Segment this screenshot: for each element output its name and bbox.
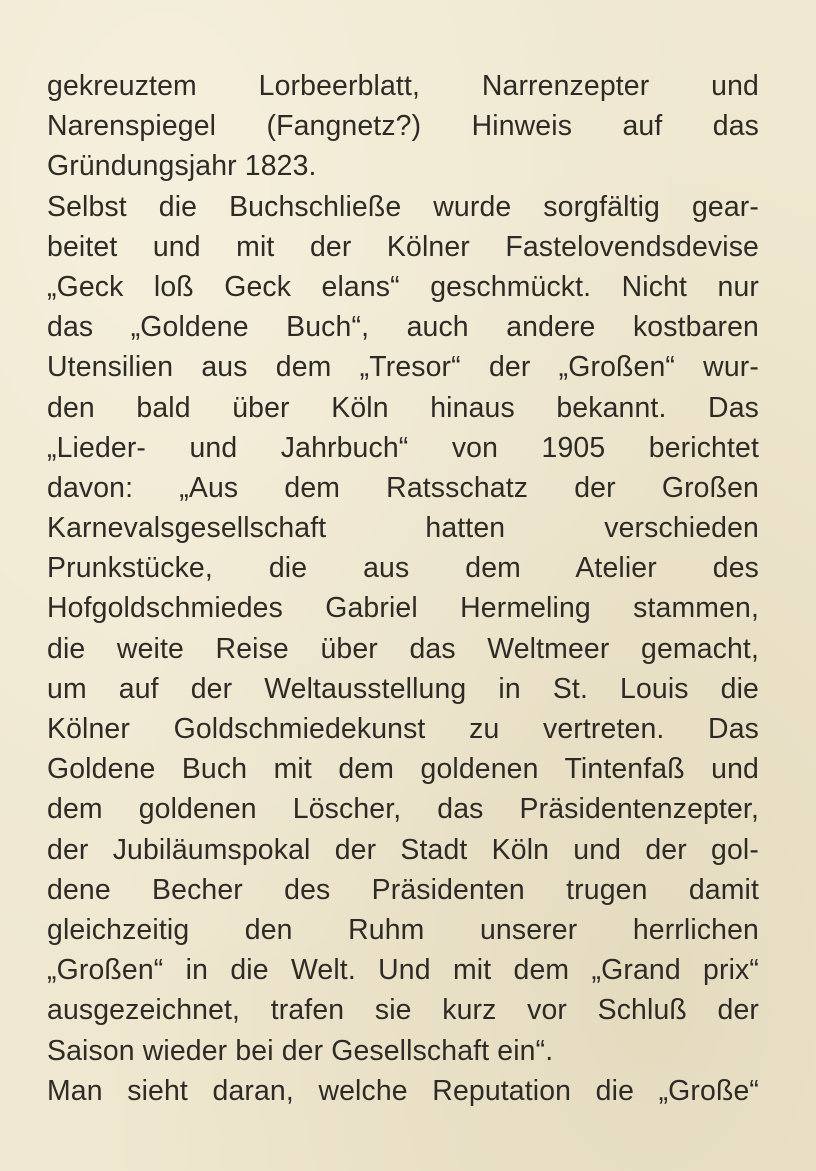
text-line: Prunkstücke, die aus dem Atelier des — [47, 552, 759, 585]
text-line: „Großen“ in die Welt. Und mit dem „Grand prix“ — [47, 954, 759, 987]
text-line: Hofgoldschmiedes Gabriel Hermeling stammen, — [47, 592, 759, 625]
text-line: Saison wieder bei der Gesellschaft ein“. — [47, 1034, 554, 1067]
text-line: Man sieht daran, welche Reputation die „Große“ — [47, 1074, 759, 1107]
text-line: gleichzeitig den Ruhm unserer herrlichen — [47, 913, 759, 946]
text-line: der Jubiläumspokal der Stadt Köln und der gol- — [47, 833, 759, 866]
text-line: das „Goldene Buch“, auch andere kostbaren — [47, 311, 759, 344]
text-line: Narenspiegel (Fangnetz?) Hinweis auf das — [47, 110, 759, 143]
text-line: Gründungsjahr 1823. — [47, 150, 317, 183]
text-line: Goldene Buch mit dem goldenen Tintenfaß und — [47, 753, 759, 786]
text-line: dene Becher des Präsidenten trugen damit — [47, 873, 759, 906]
text-line: ausgezeichnet, trafen sie kurz vor Schluß der — [47, 994, 759, 1027]
text-line: die weite Reise über das Weltmeer gemacht, — [47, 632, 759, 665]
text-line: Selbst die Buchschließe wurde sorgfältig gear- — [47, 190, 759, 223]
text-line: dem goldenen Löscher, das Präsidentenzepter, — [47, 793, 759, 826]
body-text — [47, 66, 759, 1111]
text-line: beitet und mit der Kölner Fastelovendsdevise — [47, 230, 759, 263]
text-line: gekreuztem Lorbeerblatt, Narrenzepter und — [47, 70, 759, 102]
text-line: Kölner Goldschmiedekunst zu vertreten. Das — [47, 713, 759, 745]
text-line: „Lieder- und Jahrbuch“ von 1905 berichtet — [47, 431, 759, 464]
text-line: den bald über Köln hinaus bekannt. Das — [47, 391, 759, 424]
text-line: „Geck loß Geck elans“ geschmückt. Nicht nur — [47, 270, 759, 303]
text-line: Karnevalsgesellschaft hatten verschieden — [47, 512, 759, 545]
text-line: um auf der Weltausstellung in St. Louis die — [47, 672, 759, 705]
text-line: davon: „Aus dem Ratsschatz der Großen — [47, 471, 759, 504]
text-line: Utensilien aus dem „Tresor“ der „Großen“ wur- — [47, 351, 759, 384]
